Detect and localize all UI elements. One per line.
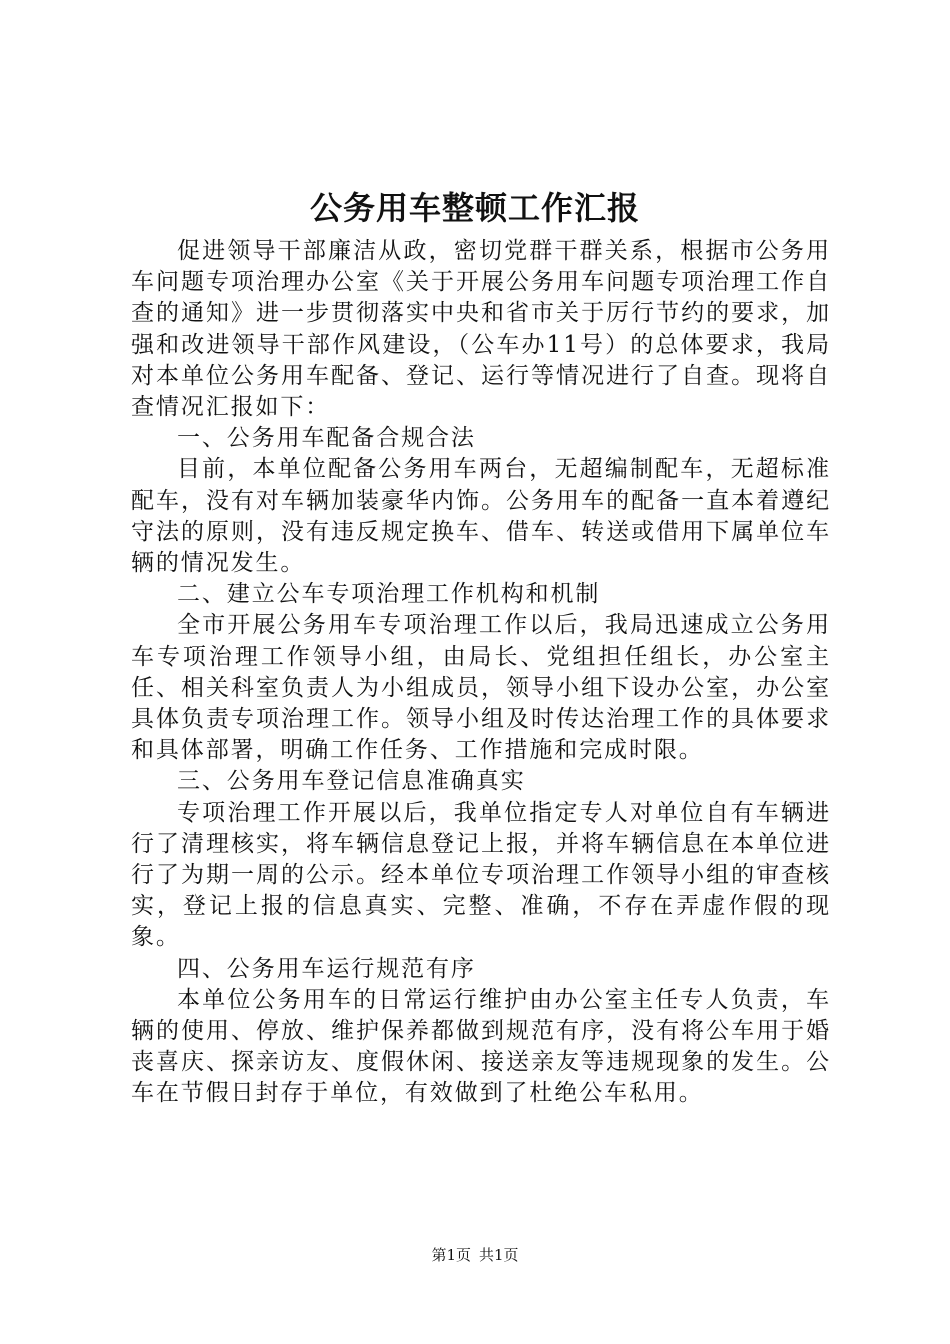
section-paragraph-4: 本单位公务用车的日常运行维护由办公室主任专人负责，车辆的使用、停放、维护保养都做到规范有序，没有将公车用于婚丧喜庆、探亲访友、度假休闲、接送亲友等违规现象的发生。公车在节假日封存于单位，有效做到了杜绝公车私用。 [131, 986, 831, 1107]
page-footer [0, 1244, 950, 1266]
document-body [131, 236, 831, 1110]
section-heading-2: 二、建立公车专项治理工作机构和机制 [177, 581, 601, 608]
intro-paragraph: 促进领导干部廉洁从政，密切党群干群关系，根据市公务用车问题专项治理办公室《关于开展公务用车问题专项治理工作自查的通知》进一步贯彻落实中央和省市关于厉行节约的要求，加强和改进领导干部作风建设，（公车办11号）的总体要求，我局对本单位公务用车配备、登记、运行等情况进行了自查。现将自查情况汇报如下： [131, 238, 831, 421]
section-paragraph-2: 全市开展公务用车专项治理工作以后，我局迅速成立公务用车专项治理工作领导小组，由局长、党组担任组长，办公室主任、相关科室负责人为小组成员，领导小组下设办公室，办公室具体负责专项治理工作。领导小组及时传达治理工作的具体要求和具体部署，明确工作任务、工作措施和完成时限。 [131, 612, 831, 764]
section-heading-3: 三、公务用车登记信息准确真实 [177, 768, 526, 795]
page-total: 共1页 [479, 1246, 519, 1264]
page-number: 第1页 [431, 1246, 471, 1264]
section-heading-1: 一、公务用车配备合规合法 [177, 425, 476, 452]
section-paragraph-3: 专项治理工作开展以后，我单位指定专人对单位自有车辆进行了清理核实，将车辆信息登记上报，并将车辆信息在本单位进行了为期一周的公示。经本单位专项治理工作领导小组的审查核实，登记上报的信息真实、完整、准确，不存在弄虚作假的现象。 [131, 799, 831, 951]
section-heading-4: 四、公务用车运行规范有序 [177, 955, 476, 982]
section-paragraph-1: 目前，本单位配备公务用车两台，无超编制配车，无超标准配车，没有对车辆加装豪华内饰。公务用车的配备一直本着遵纪守法的原则，没有违反规定换车、借车、转送或借用下属单位车辆的情况发生。 [131, 456, 831, 577]
document-title: 公务用车整顿工作汇报 [309, 189, 640, 227]
